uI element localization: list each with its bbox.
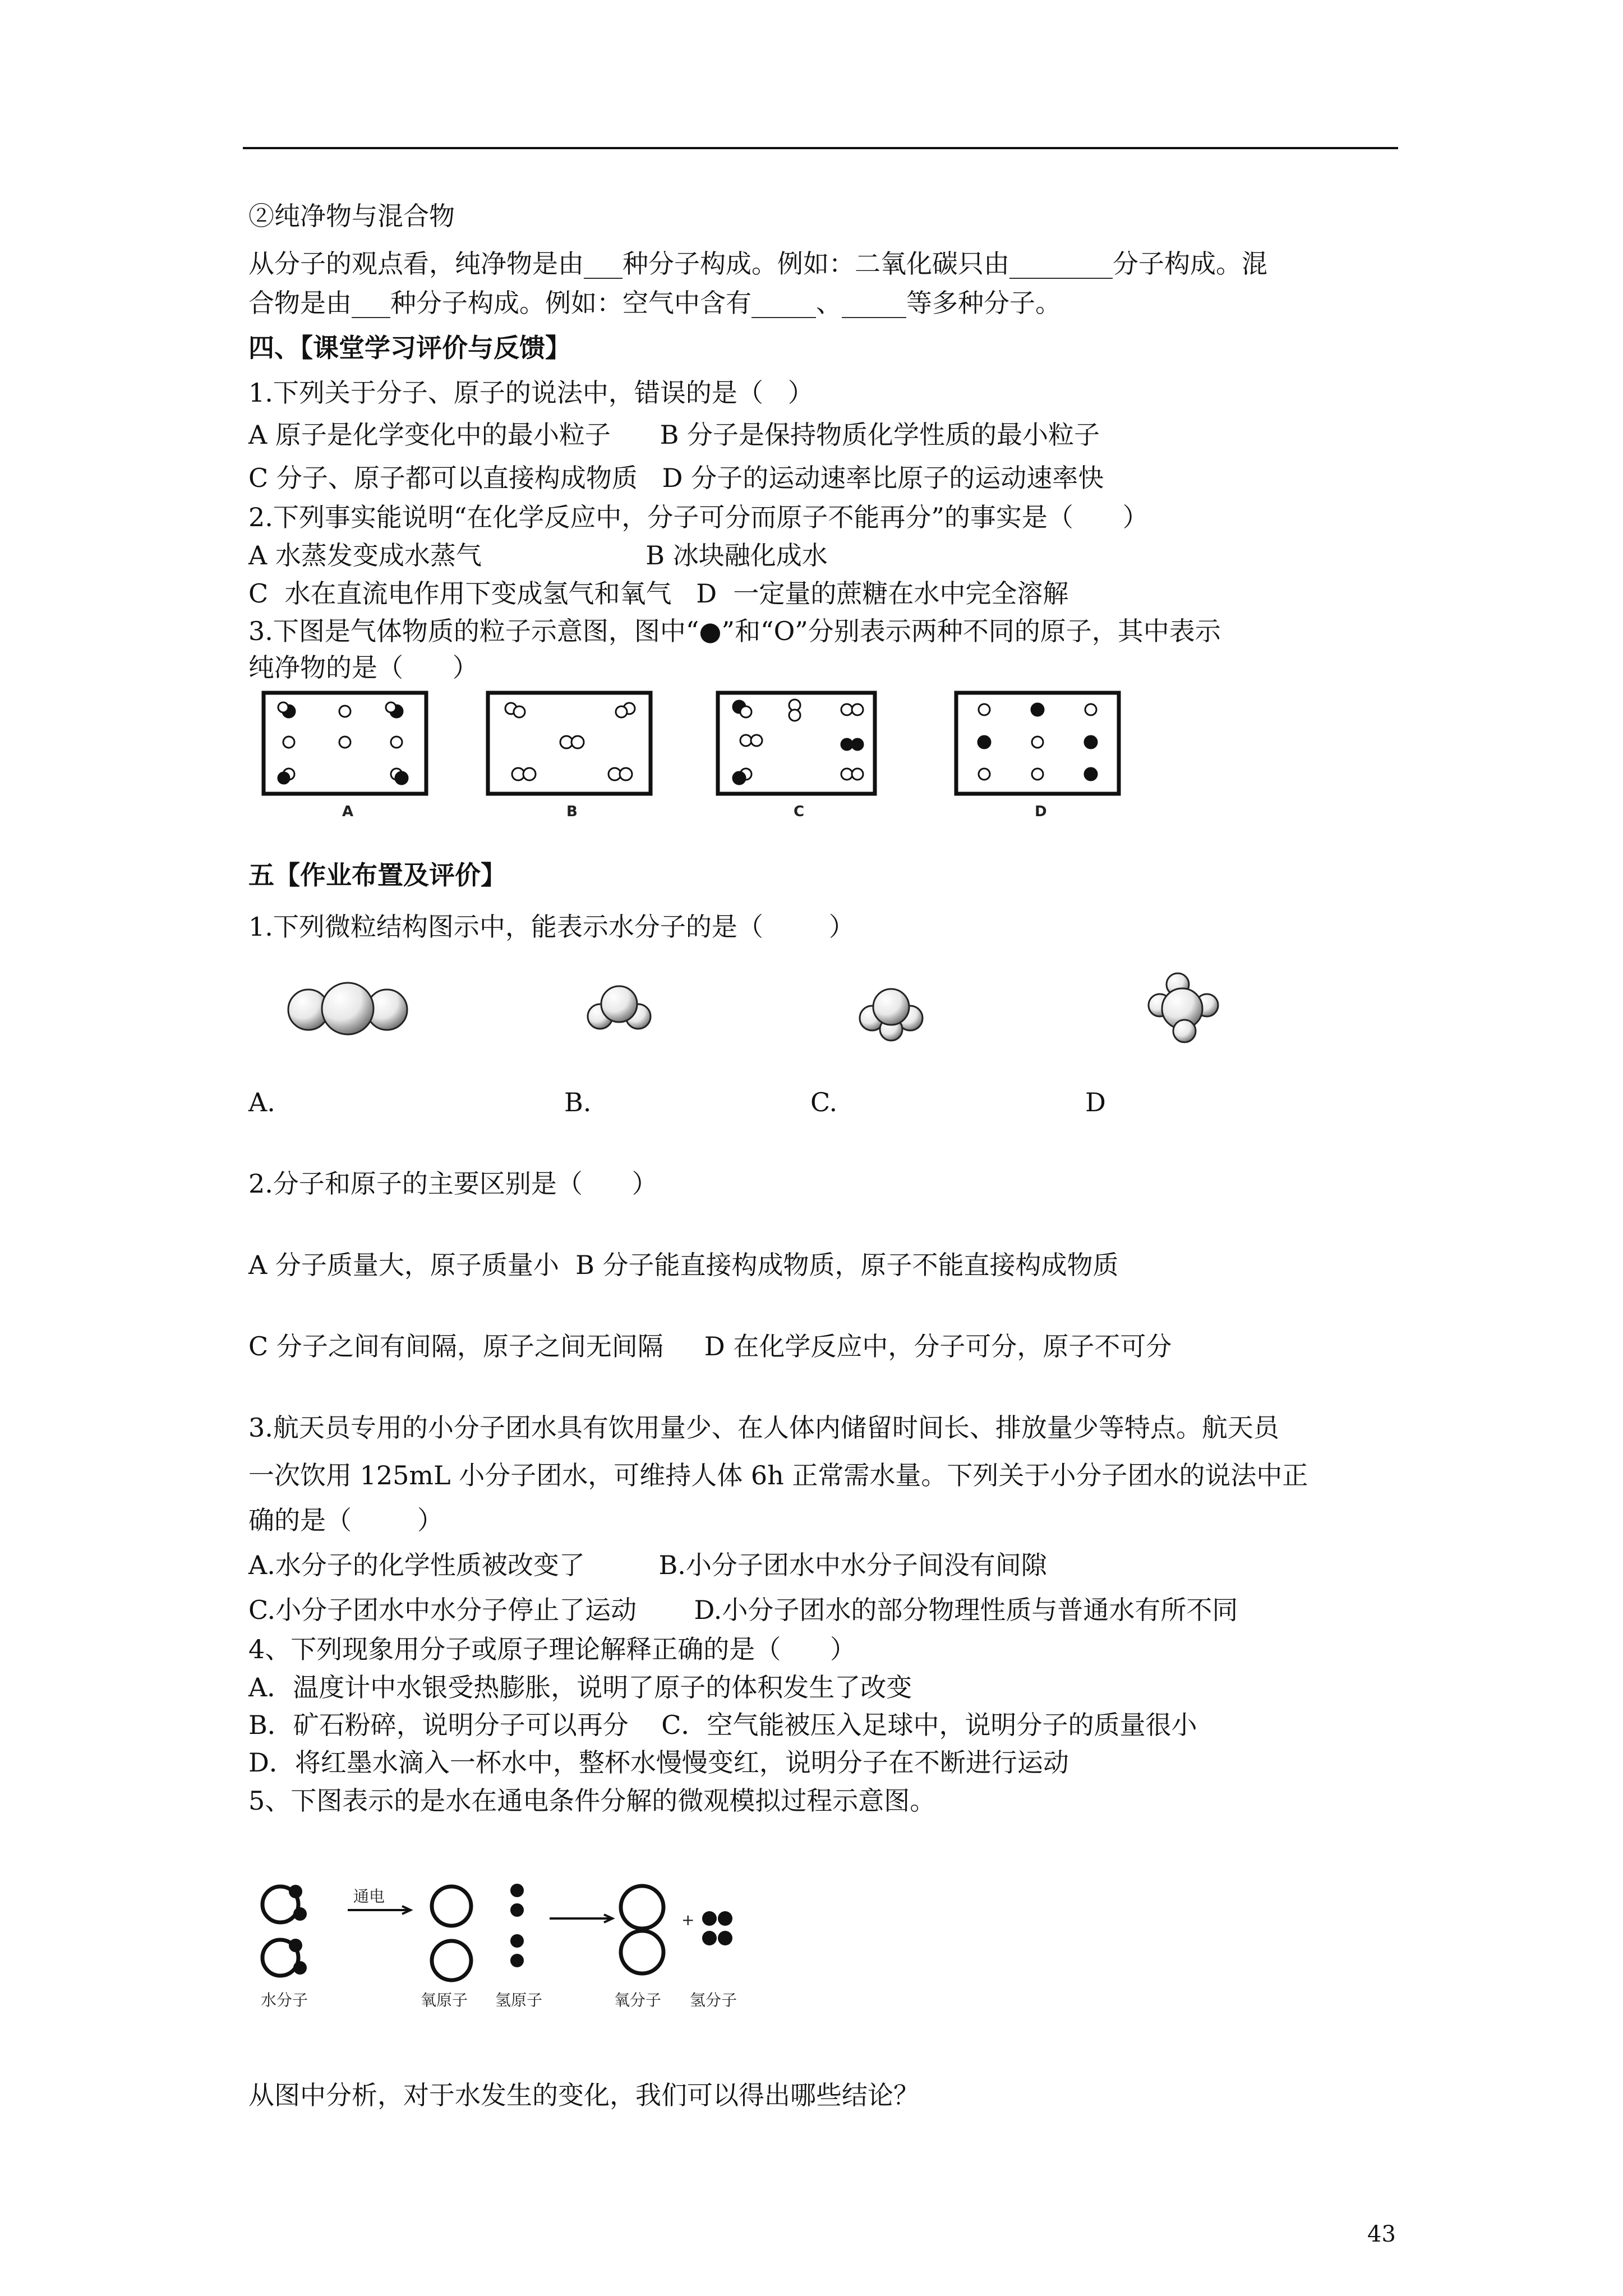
particle-diagram-boxes (247, 682, 1166, 822)
option-line: B．矿石粉碎，说明分子可以再分 C．空气能被压入足球中，说明分子的质量很小 (248, 1710, 1197, 1740)
molecule-models (275, 965, 1251, 1060)
question-text: 确的是（ ） (248, 1505, 443, 1535)
option-line: D．将红墨水滴入一杯水中，整杯水慢慢变红，说明分子在不断进行运动 (248, 1747, 1069, 1778)
question-text: 2.分子和原子的主要区别是（ ） (248, 1168, 658, 1199)
option-label: A. (248, 1087, 275, 1117)
box-label: C (794, 803, 805, 820)
plus-sign: + (681, 1911, 695, 1929)
option-line: C 分子、原子都可以直接构成物质 D 分子的运动速率比原子的运动速率快 (248, 463, 1104, 493)
option-line: A 分子质量大，原子质量小 B 分子能直接构成物质，原子不能直接构成物质 (248, 1250, 1119, 1280)
question-text: 2.下列事实能说明“在化学反应中，分子可分而原子不能再分”的事实是（ ） (248, 502, 1149, 532)
option-label: B. (564, 1087, 592, 1117)
electrolysis-diagram (255, 1874, 816, 2019)
question-text: 从图中分析，对于水发生的变化，我们可以得出哪些结论？ (248, 2080, 919, 2110)
section-heading-4: 四、【课堂学习评价与反馈】 (248, 333, 571, 363)
section-heading-pure-mixture: ②纯净物与混合物 (248, 201, 455, 231)
section-heading-5: 五【作业布置及评价】 (248, 860, 506, 890)
option-line: C.小分子团水中水分子停止了运动 D.小分子团水的部分物理性质与普通水有所不同 (248, 1595, 1238, 1625)
question-text: 纯净物的是（ ） (248, 652, 478, 683)
option-line: C 水在直流电作用下变成氢气和氧气 D 一定量的蔗糖在水中完全溶解 (248, 578, 1069, 609)
label-hydrogen-atom: 氢原子 (495, 1991, 543, 2009)
label-hydrogen-molecule: 氢分子 (690, 1991, 737, 2009)
box-label: A (342, 803, 354, 820)
box-label: B (566, 803, 578, 820)
option-line: A 原子是化学变化中的最小粒子 B 分子是保持物质化学性质的最小粒子 (248, 420, 1100, 450)
question-text: 1.下列关于分子、原子的说法中，错误的是（ ） (248, 378, 814, 408)
label-water-molecule: 水分子 (261, 1991, 308, 2009)
arrow-label: 通电 (353, 1887, 385, 1906)
question-text: 3.下图是气体物质的粒子示意图，图中“●”和“O”分别表示两种不同的原子，其中表示 (248, 616, 1221, 646)
option-label: C. (810, 1087, 838, 1117)
option-line: A 水蒸发变成水蒸气 B 冰块融化成水 (248, 540, 828, 570)
box-label: D (1035, 803, 1047, 820)
option-line: A.水分子的化学性质被改变了 B.小分子团水中水分子间没有间隙 (248, 1550, 1047, 1580)
question-text: 5、下图表示的是水在通电条件分解的微观模拟过程示意图。 (248, 1786, 936, 1816)
header-rule (243, 147, 1398, 149)
question-text: 4、下列现象用分子或原子理论解释正确的是（ ） (248, 1634, 856, 1664)
question-text: 一次饮用 125mL 小分子团水，可维持人体 6h 正常需水量。下列关于小分子团水的说法中正 (248, 1460, 1308, 1490)
question-text: 1.下列微粒结构图示中，能表示水分子的是（ ） (248, 912, 855, 942)
text-line: 从分子的观点看，纯净物是由___种分子构成。例如：二氧化碳只由________分子构成。混 (248, 249, 1267, 279)
option-line: A．温度计中水银受热膨胀，说明了原子的体积发生了改变 (248, 1672, 912, 1703)
label-oxygen-molecule: 氧分子 (614, 1991, 662, 2009)
option-line: C 分子之间有间隔，原子之间无间隔 D 在化学反应中，分子可分，原子不可分 (248, 1331, 1172, 1361)
page-number: 43 (1367, 2221, 1396, 2247)
text-line: 合物是由___种分子构成。例如：空气中含有_____、_____等多种分子。 (248, 288, 1061, 318)
label-oxygen-atom: 氧原子 (421, 1991, 468, 2009)
option-label: D (1085, 1087, 1106, 1117)
question-text: 3.航天员专用的小分子团水具有饮用量少、在人体内储留时间长、排放量少等特点。航天员 (248, 1412, 1279, 1443)
